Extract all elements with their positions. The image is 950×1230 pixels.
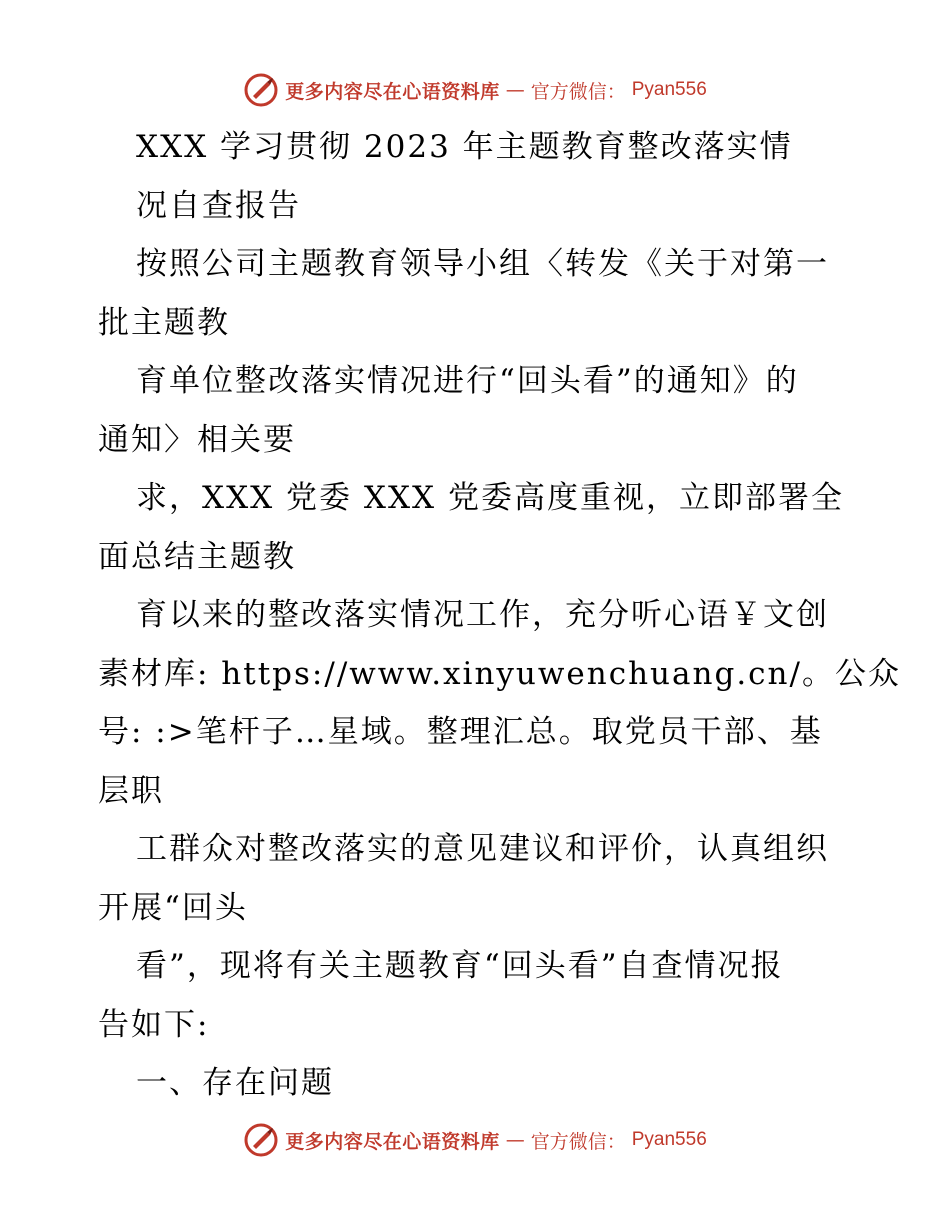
document-line: 工群众对整改落实的意见建议和评价，认真组织 [136, 831, 829, 867]
document-line: 告如下: [98, 1006, 210, 1043]
watermark-wechat-id: Pyan556 [631, 79, 707, 100]
watermark-wechat-label: 官方微信： [530, 1130, 626, 1153]
document-line: 育单位整改落实情况进行“回头看”的通知》的 [136, 363, 799, 399]
library-logo-icon [243, 1122, 279, 1158]
document-line: 层职 [98, 772, 164, 809]
document-line: 况自查报告 [136, 187, 301, 224]
document-line: XXX 学习贯彻 2023 年主题教育整改落实情 [136, 129, 793, 165]
watermark-separator: — [505, 1129, 525, 1151]
document-line: 通知〉相关要 [98, 421, 296, 458]
document-line: 按照公司主题教育领导小组〈转发《关于对第一 [136, 246, 829, 282]
watermark-title: 更多内容尽在心语资料库 [285, 80, 500, 103]
section-heading: 一、存在问题 [136, 1065, 334, 1101]
watermark-title: 更多内容尽在心语资料库 [285, 1130, 500, 1153]
document-line: 素材库: https://www.xinyuwenchuang.cn/。公众 [98, 655, 901, 692]
watermark-wechat-label: 官方微信： [530, 80, 626, 103]
watermark-wechat-id: Pyan556 [631, 1129, 707, 1150]
document-line: 看”，现将有关主题教育“回头看”自查情况报 [136, 948, 784, 984]
document-line: 号: :>笔杆子…星域。整理汇总。取党员干部、基 [98, 714, 823, 750]
header-watermark [0, 70, 950, 110]
document-line: 求，XXX 党委 XXX 党委高度重视，立即部署全 [136, 480, 844, 516]
document-body [98, 118, 901, 1113]
library-logo-icon [243, 72, 279, 108]
footer-watermark [0, 1120, 950, 1160]
document-line: 开展“回头 [98, 889, 248, 926]
watermark-separator: — [505, 79, 525, 101]
document-line: 批主题教 [98, 304, 230, 341]
document-line: 面总结主题教 [98, 538, 296, 575]
document-line: 育以来的整改落实情况工作，充分听心语￥文创 [136, 597, 829, 633]
